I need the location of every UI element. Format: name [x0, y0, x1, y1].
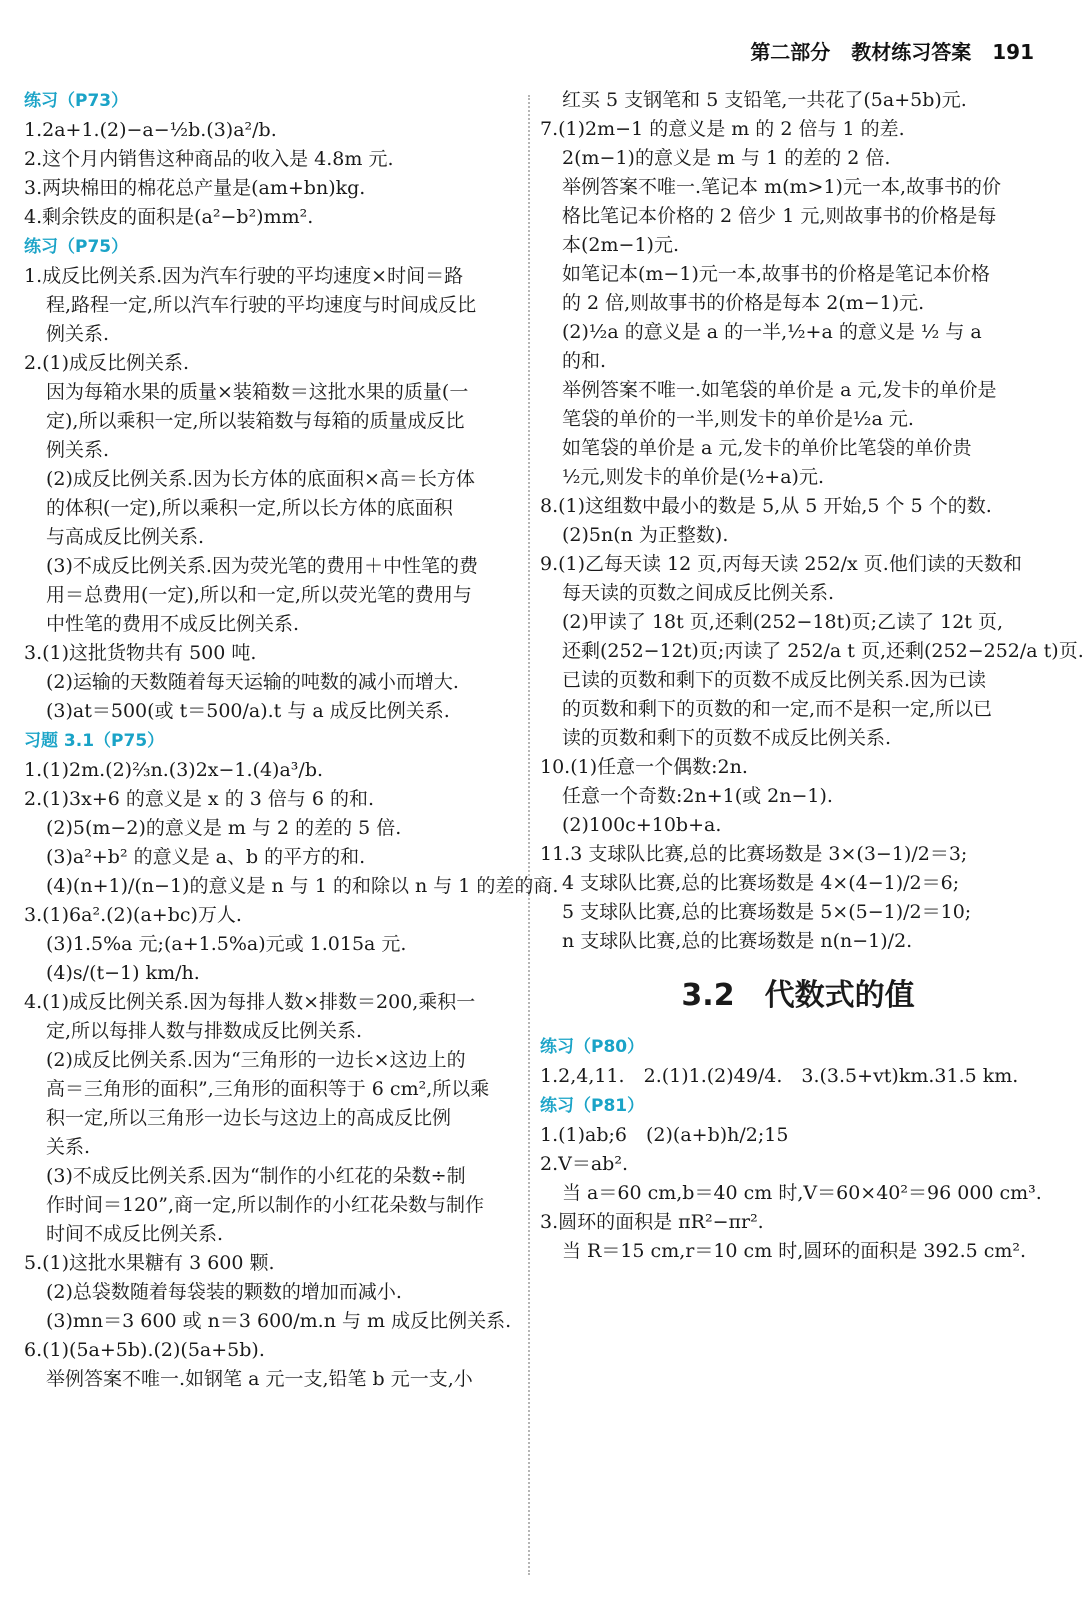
answer-line: 6.(1)(5a+5b).(2)(5a+5b). [24, 1339, 265, 1361]
answer-line: 积一定,所以三角形一边长与这边上的高成反比例 [46, 1107, 452, 1129]
answer-line: 的体积(一定),所以乘积一定,所以长方体的底面积 [46, 497, 453, 519]
answer-line: 举例答案不唯一.如笔袋的单价是 a 元,发卡的单价是 [562, 379, 997, 401]
column-divider [528, 95, 530, 1575]
answer-line: (3)不成反比例关系.因为“制作的小红花的朵数÷制 [46, 1165, 466, 1187]
answer-line: 3.(1)6a².(2)(a+bc)万人. [24, 904, 242, 926]
answer-line: (2)运输的天数随着每天运输的吨数的减小而增大. [46, 671, 459, 693]
answer-line: 如笔袋的单价是 a 元,发卡的单价比笔袋的单价贵 [562, 437, 972, 459]
answer-line: n 支球队比赛,总的比赛场数是 n(n−1)/2. [562, 930, 913, 952]
left-column [24, 86, 559, 1394]
answer-line: 5 支球队比赛,总的比赛场数是 5×(5−1)/2＝10; [562, 901, 972, 923]
answer-line: 3.(1)这批货物共有 500 吨. [24, 642, 257, 664]
answer-line: 1.2a+1.(2)−a−½b.(3)a²/b. [24, 119, 277, 141]
answer-line: 4 支球队比赛,总的比赛场数是 4×(4−1)/2＝6; [562, 872, 960, 894]
answer-line: 3.两块棉田的棉花总产量是(am+bn)kg. [24, 177, 366, 199]
part-label: 第二部分 [750, 40, 831, 64]
answer-line: 定,所以每排人数与排数成反比例关系. [46, 1020, 363, 1042]
answer-line: (2)½a 的意义是 a 的一半,½+a 的意义是 ½ 与 a [562, 321, 982, 343]
answer-line: 任意一个奇数:2n+1(或 2n−1). [562, 785, 833, 807]
answer-line: 10.(1)任意一个偶数:2n. [540, 756, 748, 778]
answer-line: 1.成反比例关系.因为汽车行驶的平均速度×时间＝路 [24, 265, 464, 287]
answer-line: 程,路程一定,所以汽车行驶的平均速度与时间成反比 [46, 294, 477, 316]
answer-line: 格比笔记本价格的 2 倍少 1 元,则故事书的价格是每 [562, 205, 997, 227]
answer-line: 关系. [46, 1136, 91, 1158]
answer-line: (2)甲读了 18t 页,还剩(252−18t)页;乙读了 12t 页, [562, 611, 1003, 633]
right-column [540, 86, 1084, 1266]
answer-line: (2)总袋数随着每袋装的颗数的增加而减小. [46, 1281, 402, 1303]
answer-line: 5.(1)这批水果糖有 3 600 颗. [24, 1252, 275, 1274]
answer-line: 的和. [562, 350, 607, 372]
answer-line: (2)成反比例关系.因为长方体的底面积×高＝长方体 [46, 468, 475, 490]
answer-line: 举例答案不唯一.如钢笔 a 元一支,铅笔 b 元一支,小 [46, 1368, 473, 1390]
answer-line: 1.(1)ab;6 (2)(a+b)h/2;15 [540, 1124, 789, 1146]
answer-line: (2)5n(n 为正整数). [562, 524, 729, 546]
answer-line: (3)1.5%a 元;(a+1.5%a)元或 1.015a 元. [46, 933, 407, 955]
answer-line: 3.圆环的面积是 πR²−πr². [540, 1211, 764, 1233]
answer-line: 当 a＝60 cm,b＝40 cm 时,V＝60×40²＝96 000 cm³. [562, 1182, 1042, 1204]
answer-line: ½元,则发卡的单价是(½+a)元. [562, 466, 824, 488]
answer-line: 本(2m−1)元. [562, 234, 679, 256]
chapter-heading: 3.2 代数式的值 [681, 978, 915, 1013]
answer-line: (3)a²+b² 的意义是 a、b 的平方的和. [46, 846, 366, 868]
answer-line: 的 2 倍,则故事书的价格是每本 2(m−1)元. [562, 292, 925, 314]
answer-line: 2(m−1)的意义是 m 与 1 的差的 2 倍. [562, 147, 891, 169]
answer-line: 2.(1)成反比例关系. [24, 352, 190, 374]
answer-line: (4)(n+1)/(n−1)的意义是 n 与 1 的和除以 n 与 1 的差的商. [46, 875, 559, 897]
answer-line: 2.这个月内销售这种商品的收入是 4.8m 元. [24, 148, 394, 170]
answer-line: 还剩(252−12t)页;丙读了 252/a t 页,还剩(252−252/a t)页. [562, 640, 1084, 662]
answer-line: 中性笔的费用不成反比例关系. [46, 613, 300, 635]
exercise-heading: 练习（P75） [24, 237, 129, 257]
answer-line: (3)不成反比例关系.因为荧光笔的费用＋中性笔的费 [46, 555, 478, 577]
page-header [736, 36, 1034, 65]
answer-line: 11.3 支球队比赛,总的比赛场数是 3×(3−1)/2＝3; [540, 843, 968, 865]
answer-line: 1.2,4,11. 2.(1)1.(2)49/4. 3.(3.5+vt)km.31.5 km. [540, 1065, 1019, 1087]
answer-line: 红买 5 支钢笔和 5 支铅笔,一共花了(5a+5b)元. [562, 89, 967, 111]
answer-line: 9.(1)乙每天读 12 页,丙每天读 252/x 页.他们读的天数和 [540, 553, 1022, 575]
answer-line: (3)at＝500(或 t＝500/a).t 与 a 成反比例关系. [46, 700, 450, 722]
answer-line: 2.(1)3x+6 的意义是 x 的 3 倍与 6 的和. [24, 788, 375, 810]
exercise-heading: 练习（P73） [24, 91, 129, 111]
answer-line: 高＝三角形的面积”,三角形的面积等于 6 cm²,所以乘 [46, 1078, 490, 1100]
header-title: 教材练习答案 [851, 40, 972, 64]
answer-line: 4.(1)成反比例关系.因为每排人数×排数＝200,乘积一 [24, 991, 476, 1013]
answer-line: 时间不成反比例关系. [46, 1223, 224, 1245]
exercise-heading: 习题 3.1（P75） [24, 731, 165, 751]
answer-line: (2)100c+10b+a. [562, 814, 722, 836]
answer-line: 与高成反比例关系. [46, 526, 205, 548]
answer-line: 7.(1)2m−1 的意义是 m 的 2 倍与 1 的差. [540, 118, 905, 140]
answer-line: 如笔记本(m−1)元一本,故事书的价格是笔记本价格 [562, 263, 990, 285]
exercise-heading: 练习（P81） [540, 1096, 645, 1116]
answer-line: 2.V＝ab². [540, 1153, 628, 1175]
answer-line: 例关系. [46, 323, 110, 345]
answer-line: (4)s/(t−1) km/h. [46, 962, 200, 984]
answer-line: 读的页数和剩下的页数不成反比例关系. [562, 727, 892, 749]
exercise-heading: 练习（P80） [540, 1037, 645, 1057]
page-number: 191 [992, 40, 1034, 64]
answer-line: 每天读的页数之间成反比例关系. [562, 582, 835, 604]
answer-line: 作时间＝120”,商一定,所以制作的小红花朵数与制作 [46, 1194, 485, 1216]
answer-line: 8.(1)这组数中最小的数是 5,从 5 开始,5 个 5 个的数. [540, 495, 992, 517]
answer-line: 的页数和剩下的页数的和一定,而不是积一定,所以已 [562, 698, 993, 720]
answer-line: (2)成反比例关系.因为“三角形的一边长×这边上的 [46, 1049, 466, 1071]
answer-line: 已读的页数和剩下的页数不成反比例关系.因为已读 [562, 669, 987, 691]
answer-line: 定),所以乘积一定,所以装箱数与每箱的质量成反比 [46, 410, 465, 432]
answer-line: 因为每箱水果的质量×装箱数＝这批水果的质量(一 [46, 381, 469, 403]
answer-line: (2)5(m−2)的意义是 m 与 2 的差的 5 倍. [46, 817, 402, 839]
answer-line: 1.(1)2m.(2)⅔n.(3)2x−1.(4)a³/b. [24, 759, 324, 781]
answer-line: (3)mn＝3 600 或 n＝3 600/m.n 与 m 成反比例关系. [46, 1310, 512, 1332]
answer-line: 4.剩余铁皮的面积是(a²−b²)mm². [24, 206, 314, 228]
answer-line: 当 R＝15 cm,r＝10 cm 时,圆环的面积是 392.5 cm². [562, 1240, 1027, 1262]
answer-line: 笔袋的单价的一半,则发卡的单价是½a 元. [562, 408, 914, 430]
answer-line: 用＝总费用(一定),所以和一定,所以荧光笔的费用与 [46, 584, 472, 606]
answer-line: 举例答案不唯一.笔记本 m(m>1)元一本,故事书的价 [562, 176, 1001, 198]
answer-line: 例关系. [46, 439, 110, 461]
